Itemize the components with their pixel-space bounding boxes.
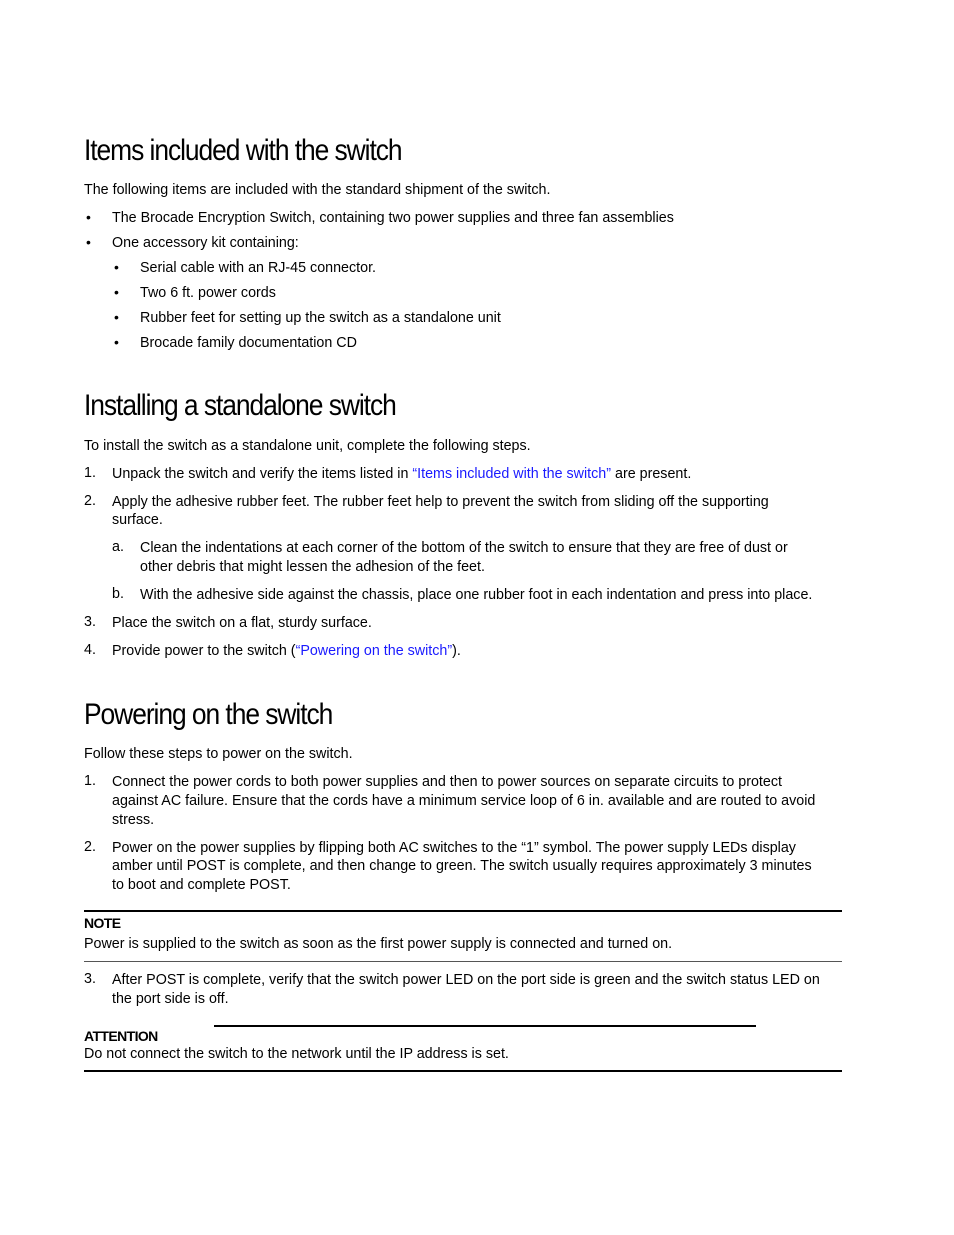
power-step-2-line: to boot and complete POST. — [112, 877, 291, 893]
step-text: Unpack the switch and verify the items listed in — [112, 466, 413, 482]
sub-list-item: Serial cable with an RJ-45 connector. — [140, 260, 377, 276]
attention-top-rule — [214, 1025, 756, 1027]
install-step-2a-line: Clean the indentations at each corner of the bottom of the switch to ensure that they are free of dust or — [140, 540, 788, 556]
install-step-3: Place the switch on a flat, sturdy surface. — [112, 615, 372, 631]
substep-letter: a. — [112, 539, 124, 555]
step-text: Provide power to the switch ( — [112, 643, 296, 659]
power-intro: Follow these steps to power on the switch. — [84, 746, 353, 762]
sub-list-item: Two 6 ft. power cords — [140, 285, 276, 301]
install-step-2-line: surface. — [112, 512, 163, 528]
step-number: 1. — [84, 465, 96, 481]
step-number: 2. — [84, 493, 96, 509]
attention-bottom-rule — [84, 1070, 842, 1072]
step-number: 1. — [84, 773, 96, 789]
power-step-3-line: After POST is complete, verify that the switch power LED on the port side is green and the switch status LED on — [112, 972, 820, 988]
install-intro: To install the switch as a standalone unit, complete the following steps. — [84, 438, 531, 454]
step-text: ). — [452, 643, 461, 659]
sub-list-item: Rubber feet for setting up the switch as a standalone unit — [140, 310, 501, 326]
step-number: 4. — [84, 642, 96, 658]
step-number: 3. — [84, 971, 96, 987]
substep-letter: b. — [112, 586, 124, 602]
sub-bullet-marker: • — [114, 309, 119, 325]
install-step-2a-line: other debris that might lessen the adhesion of the feet. — [140, 559, 485, 575]
power-step-2-line: Power on the power supplies by flipping both AC switches to the “1” symbol. The power supply LEDs display — [112, 840, 796, 856]
sub-bullet-marker: • — [114, 259, 119, 275]
note-top-rule — [84, 910, 842, 912]
install-step-2b: With the adhesive side against the chassis, place one rubber foot in each indentation and press into place. — [140, 587, 813, 603]
list-item: The Brocade Encryption Switch, containing two power supplies and three fan assemblies — [112, 210, 674, 226]
install-step-1 — [112, 465, 691, 484]
note-text: Power is supplied to the switch as soon as the first power supply is connected and turned on. — [84, 936, 673, 952]
power-step-1-line: Connect the power cords to both power supplies and then to power sources on separate circuits to protect — [112, 774, 782, 790]
link-items-included[interactable]: “Items included with the switch” — [412, 466, 612, 482]
note-label: NOTE — [84, 915, 121, 931]
install-step-2-line: Apply the adhesive rubber feet. The rubber feet help to prevent the switch from sliding off the supporting — [112, 494, 769, 510]
power-step-2-line: amber until POST is complete, and then change to green. The switch usually requires approximately 3 minutes — [112, 858, 812, 874]
step-number: 3. — [84, 614, 96, 630]
items-intro: The following items are included with the standard shipment of the switch. — [84, 182, 551, 198]
bullet-marker: • — [86, 209, 91, 225]
install-step-4 — [112, 642, 461, 661]
heading-powering-on: Powering on the switch — [84, 698, 333, 731]
power-step-3-line: the port side is off. — [112, 991, 229, 1007]
sub-bullet-marker: • — [114, 284, 119, 300]
sub-bullet-marker: • — [114, 334, 119, 350]
step-number: 2. — [84, 839, 96, 855]
power-step-1-line: against AC failure. Ensure that the cords have a minimum service loop of 6 in. available and are routed to avoid — [112, 793, 816, 809]
bullet-marker: • — [86, 234, 91, 250]
heading-items-included: Items included with the switch — [84, 134, 402, 167]
note-bottom-rule — [84, 961, 842, 962]
attention-label: ATTENTION — [84, 1028, 158, 1044]
heading-installing-standalone: Installing a standalone switch — [84, 389, 396, 422]
link-powering-on[interactable]: “Powering on the switch” — [295, 643, 453, 659]
step-text: are present. — [611, 466, 692, 482]
sub-list-item: Brocade family documentation CD — [140, 335, 357, 351]
power-step-1-line: stress. — [112, 812, 155, 828]
list-item: One accessory kit containing: — [112, 235, 299, 251]
attention-text: Do not connect the switch to the network until the IP address is set. — [84, 1046, 509, 1062]
